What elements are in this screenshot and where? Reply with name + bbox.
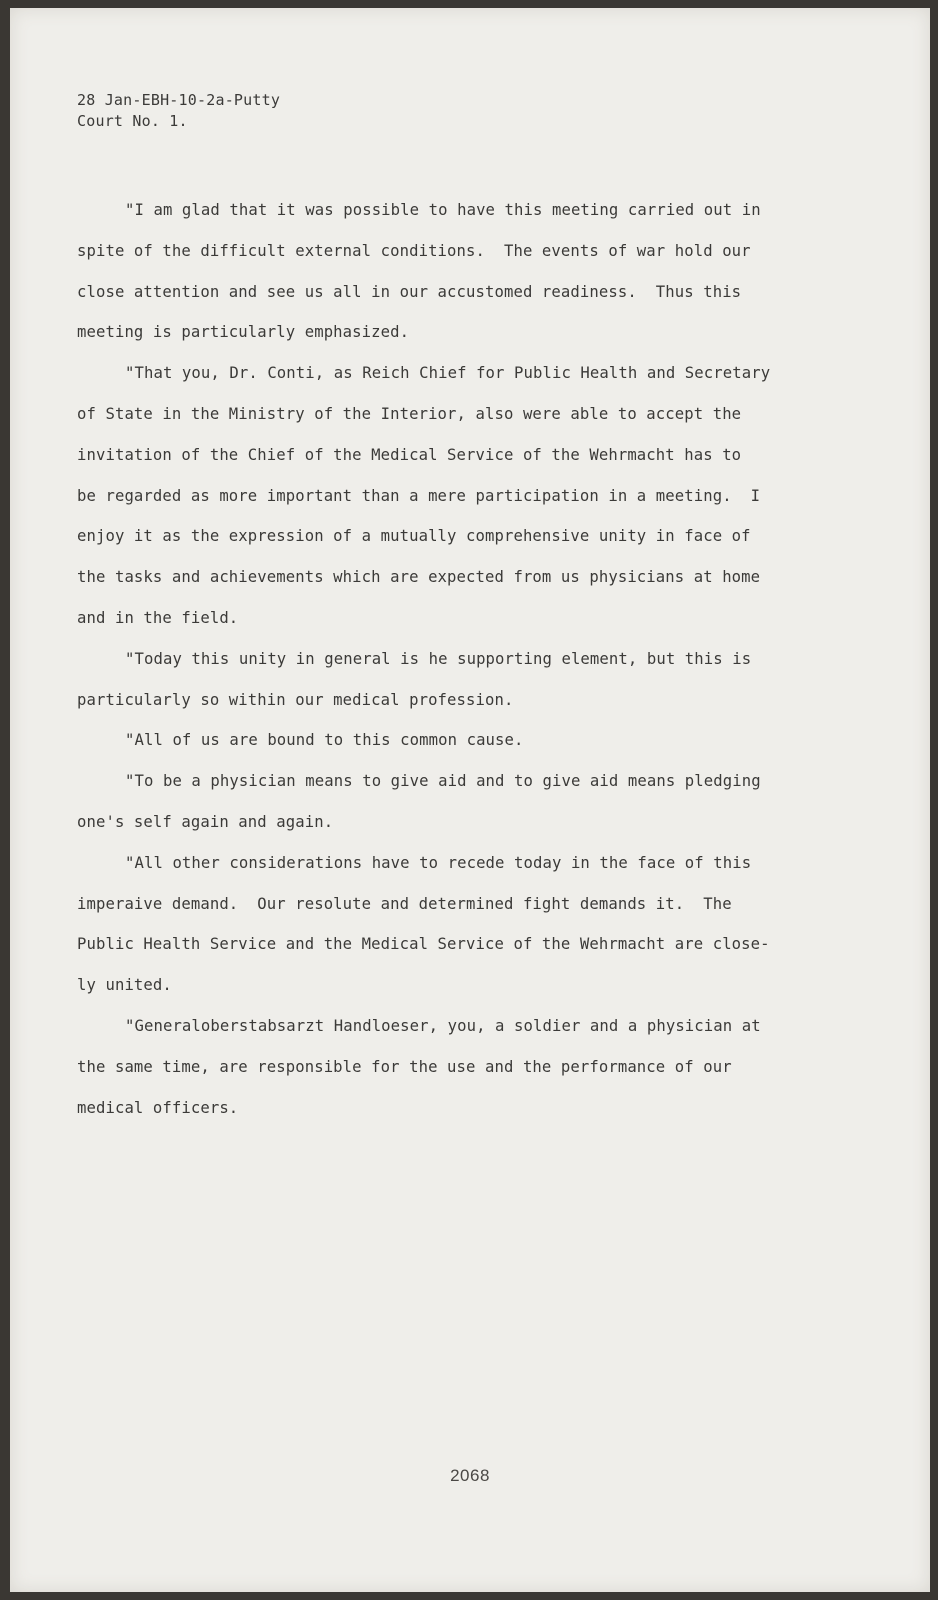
body-text-line: "To be a physician means to give aid and to give aid means pledging <box>125 772 761 791</box>
body-text-line: medical officers. <box>77 1098 239 1117</box>
body-text-line: "All other considerations have to recede today in the face of this <box>125 853 752 872</box>
body-text-line: "I am glad that it was possible to have this meeting carried out in <box>125 201 761 219</box>
header-court-line: Court No. 1. <box>77 112 188 130</box>
body-text-line: meeting is particularly emphasized. <box>77 323 410 342</box>
body-text-line: spite of the difficult external conditions. The events of war hold our <box>77 241 751 260</box>
body-text-line: invitation of the Chief of the Medical Service of the Wehrmacht has to <box>77 445 742 464</box>
body-text-line: enjoy it as the expression of a mutually comprehensive unity in face of <box>77 527 751 546</box>
body-text-line: "All of us are bound to this common cause. <box>125 731 524 750</box>
document-page <box>10 8 930 1592</box>
body-text-line: of State in the Ministry of the Interior, also were able to accept the <box>77 404 742 423</box>
body-text-line: close attention and see us all in our accustomed readiness. Thus this <box>77 282 742 301</box>
body-text-line: the tasks and achievements which are expected from us physicians at home <box>77 568 761 587</box>
body-text-line: ly united. <box>77 976 172 995</box>
body-text-line: be regarded as more important than a mere participation in a meeting. I <box>77 486 761 505</box>
body-text-line: Public Health Service and the Medical Service of the Wehrmacht are close- <box>77 935 770 954</box>
body-text-line: one's self again and again. <box>77 812 334 831</box>
body-text-line: the same time, are responsible for the use and the performance of our <box>77 1057 732 1076</box>
document-header <box>77 90 280 132</box>
body-text-line: particularly so within our medical profession. <box>77 690 514 709</box>
page-number: 2068 <box>450 1466 490 1485</box>
body-text-line: "Today this unity in general is he supporting element, but this is <box>125 649 752 668</box>
body-text-line: and in the field. <box>77 608 239 627</box>
body-text-line: imperaive demand. Our resolute and determined fight demands it. The <box>77 894 732 913</box>
body-text-line: "That you, Dr. Conti, as Reich Chief for Public Health and Secretary <box>125 364 771 383</box>
body-text-line: "Generaloberstabsarzt Handloeser, you, a soldier and a physician at <box>125 1016 761 1035</box>
header-reference-line: 28 Jan-EBH-10-2a-Putty <box>77 91 281 109</box>
document-body <box>77 190 837 1128</box>
